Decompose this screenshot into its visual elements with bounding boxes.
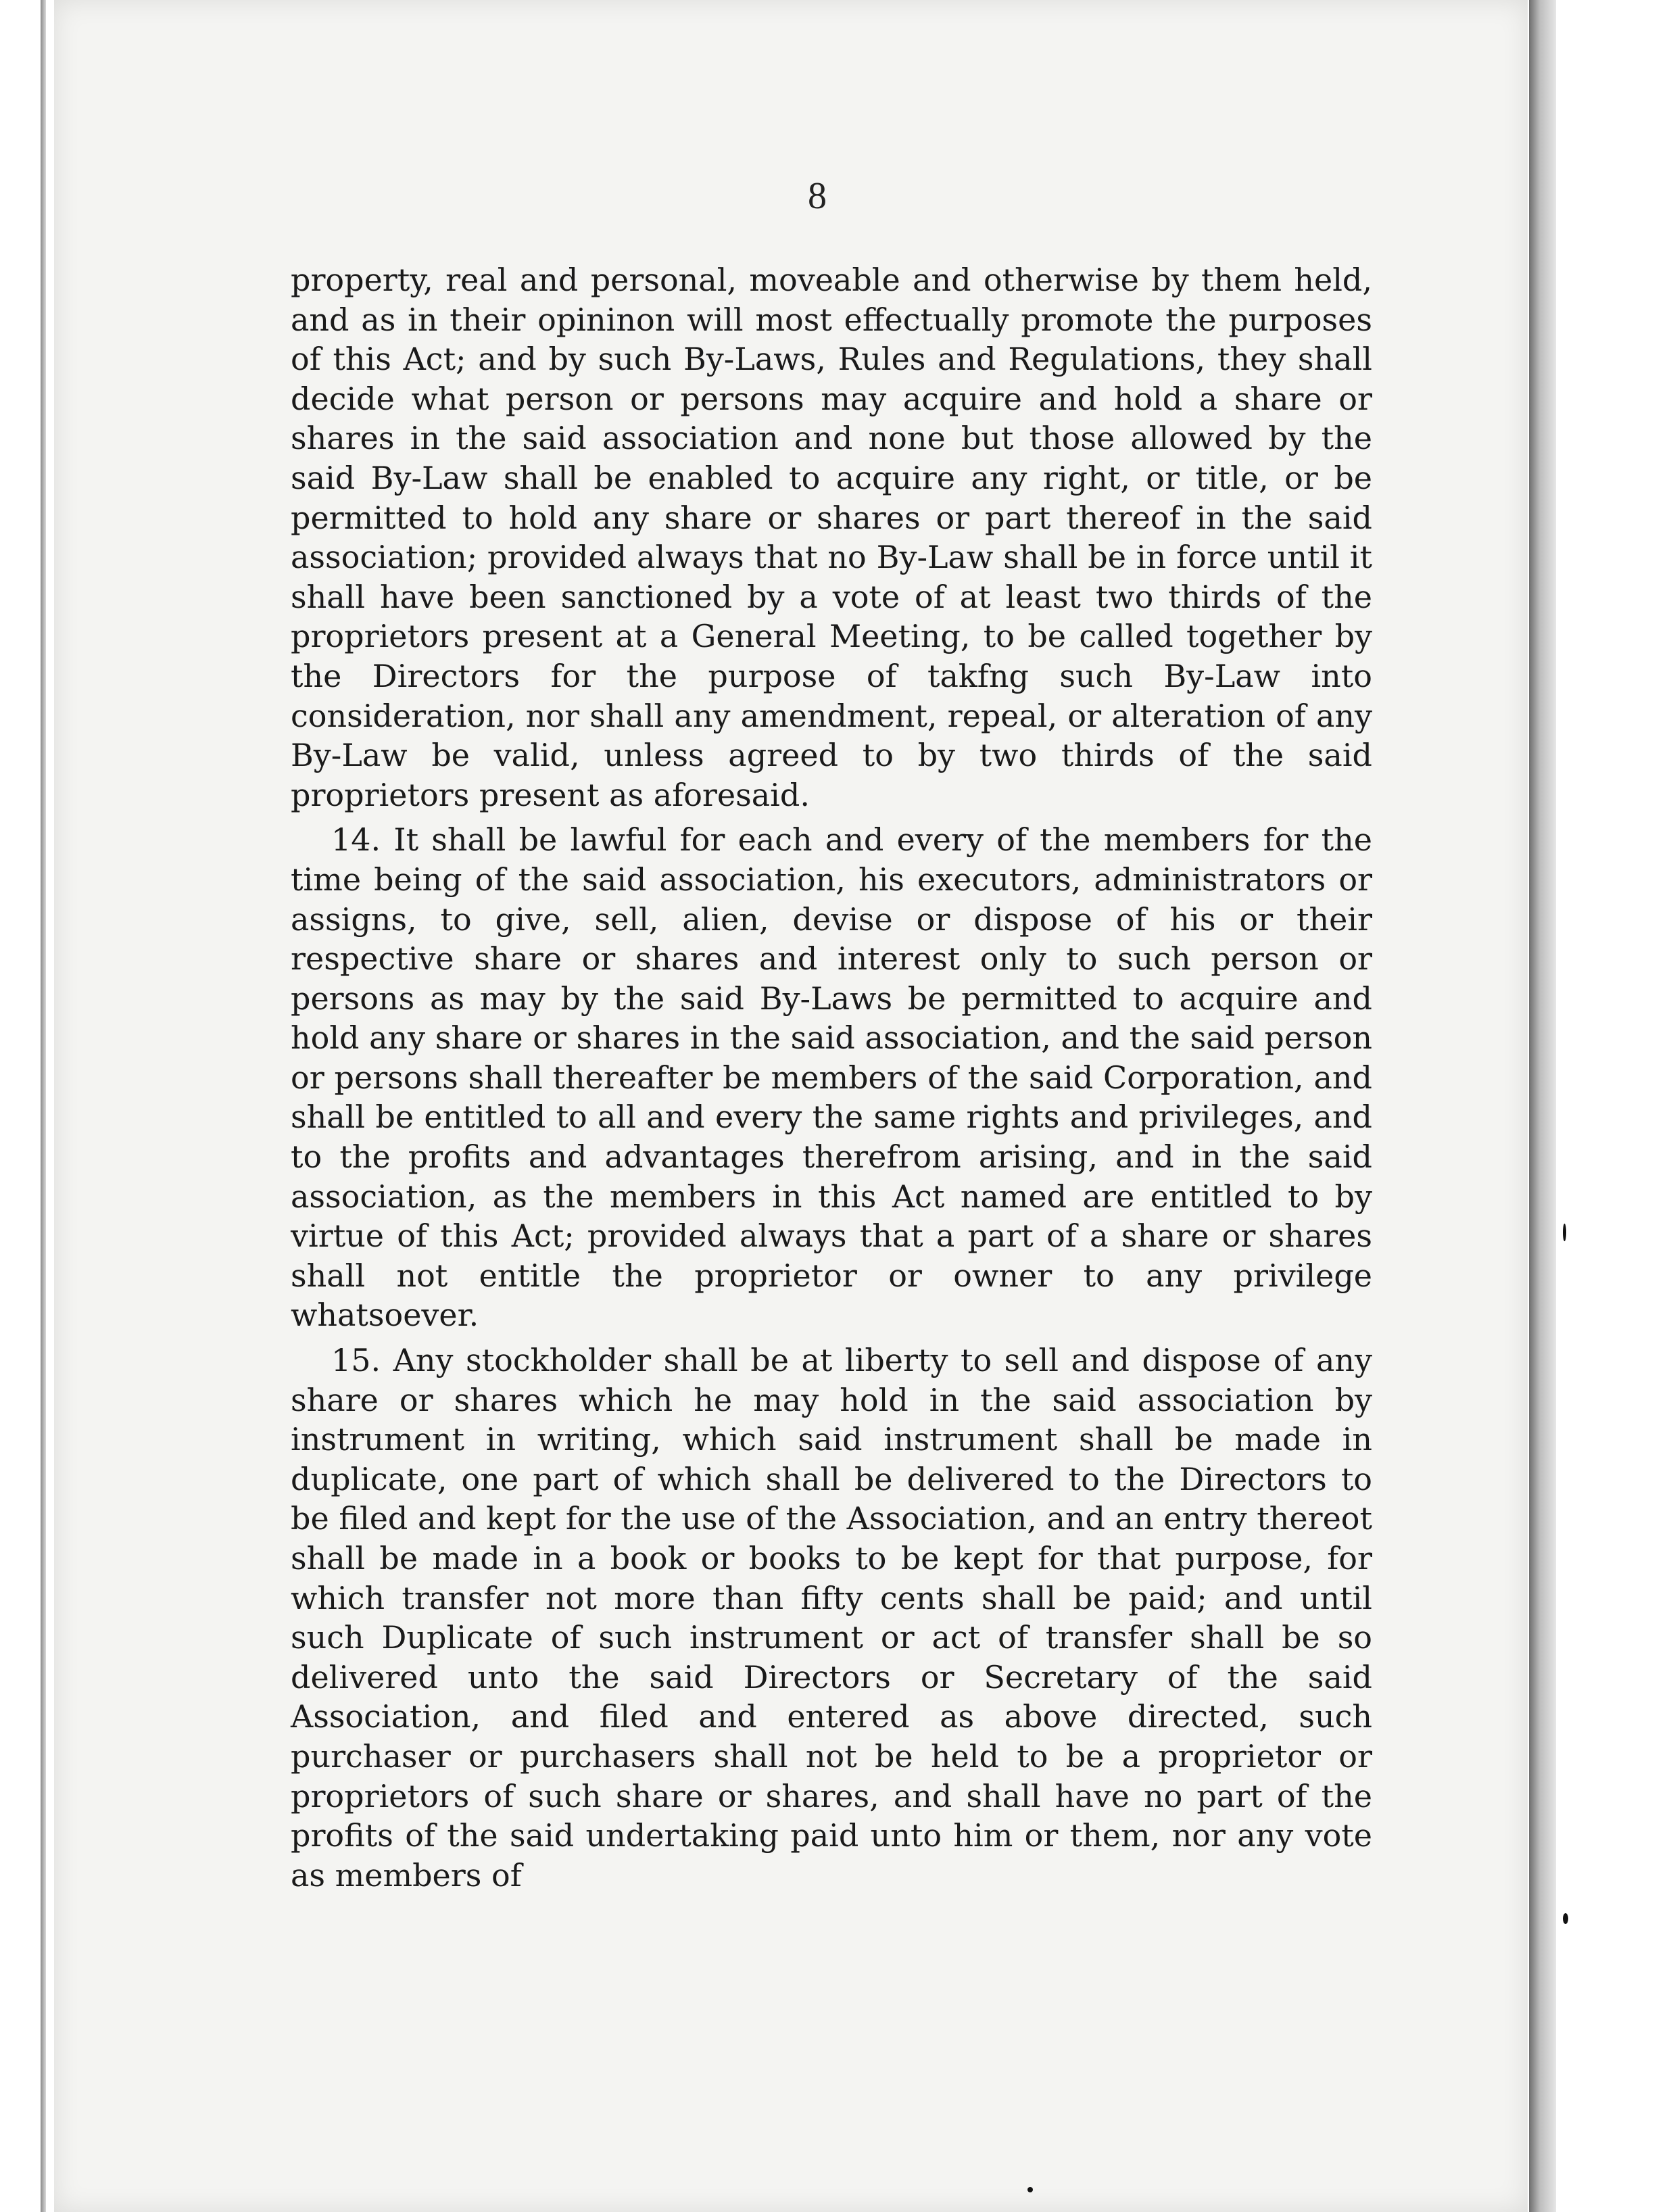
body-text — [291, 260, 1372, 1895]
page-number: 8 — [808, 175, 827, 217]
paragraph-section-15: 15. Any stockholder shall be at liberty to sell and dispose of any share or shares which he may hold in the said association by instrument in writing, which said instrument shall be made in duplicate, one part of which shall be delivered to the Directors to be filed and kept for the use of the Association, and an entry thereot shall be made in a book or books to be kept for that purpose, for which transfer not more than fifty cents shall be paid; and until such Duplicate of such instrument or act of transfer shall be so delivered unto the said Directors or Secretary of the said Association, and filed and entered as above directed, such purchaser or purchasers shall not be held to be a proprietor or proprietors of such share or shares, and shall have no part of the profits of the said undertaking paid unto him or them, nor any vote as members of — [291, 1342, 1372, 1894]
ink-speck — [1563, 1913, 1568, 1924]
ink-speck — [1563, 1224, 1566, 1241]
left-page-edge — [41, 0, 46, 2212]
paragraph-section-14: 14. It shall be lawful for each and every of the members for the time being of the said association, his executors, administrators or assigns, to give, sell, alien, devise or dispose of his or their respective share or shares and interest only to such person or persons as may by the said By-Laws be permitted to acquire and hold any share or shares in the said association, and the said person or persons shall thereafter be members of the said Corporation, and shall be entitled to all and every the same rights and privileges, and to the profits and advantages therefrom arising, and in the said association, as the members in this Act named are entitled to by virtue of this Act; provided always that a part of a share or shares shall not entitle the proprietor or owner to any privilege whatsoever. — [291, 821, 1372, 1334]
binding-gutter — [1529, 0, 1556, 2212]
ink-speck — [1027, 2187, 1033, 2192]
paragraph-by-laws-continuation: property, real and personal, moveable and otherwise by them held, and as in their opininon will most effectually promote the purposes of this Act; and by such By-Laws, Rules and Regulations, they shall decide what person or persons may acquire and hold a share or shares in the said association and none but those allowed by the said By-Law shall be enabled to acquire any right, or title, or be permitted to hold any share or shares or part thereof in the said association; provided always that no By-Law shall be in force until it shall have been sanctioned by a vote of at least two thirds of the proprietors present at a General Meeting, to be called together by the Directors for the purpose of takfng such By-Law into consideration, nor shall any amendment, repeal, or alteration of any By-Law be valid, unless agreed to by two thirds of the said proprietors present as aforesaid. — [291, 262, 1372, 813]
